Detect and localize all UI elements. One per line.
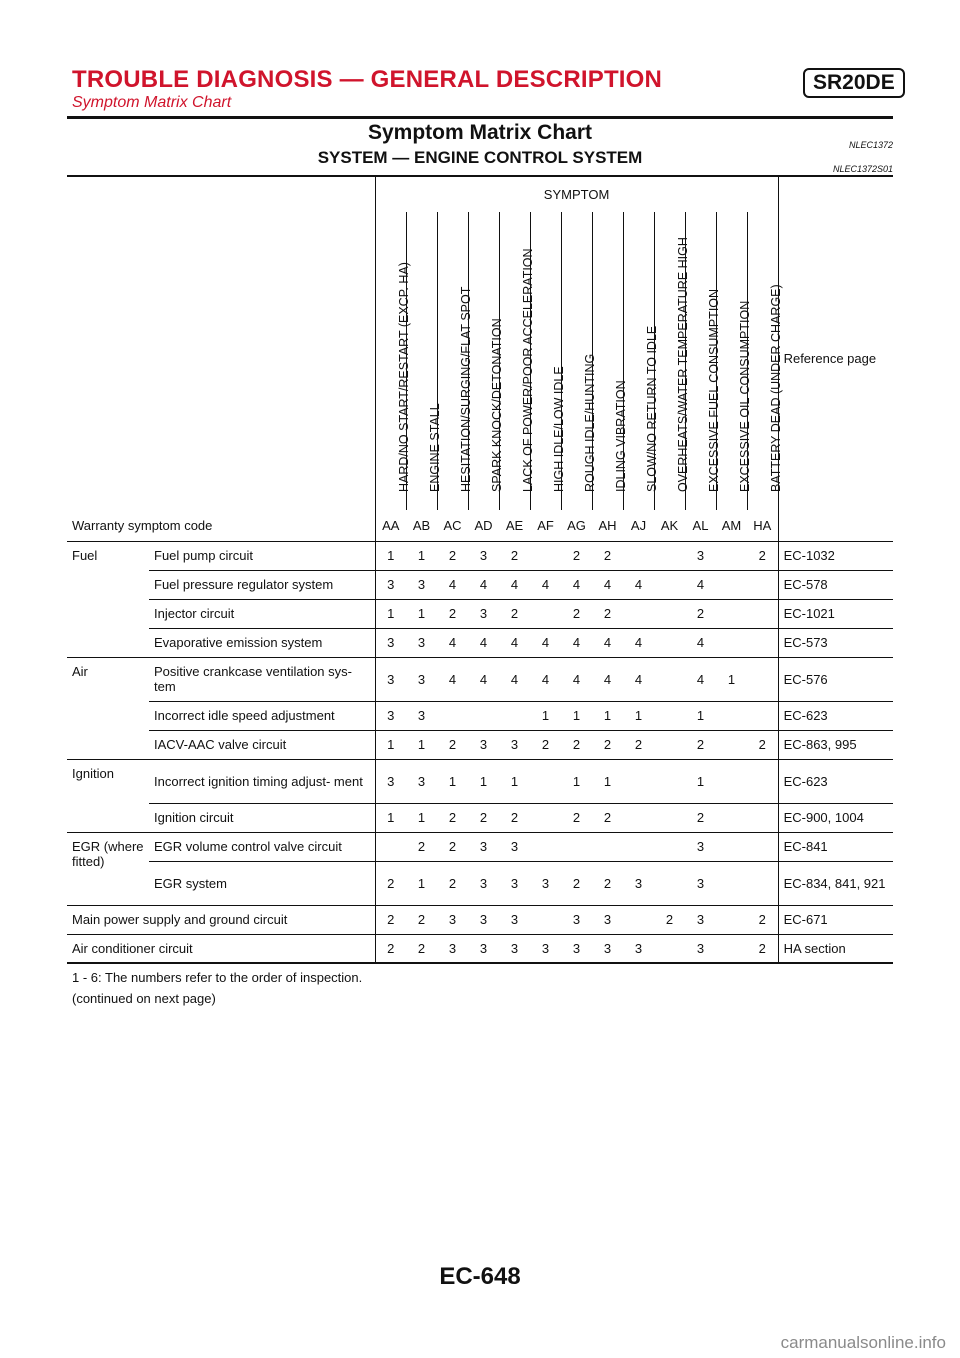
matrix-cell [716,570,747,599]
matrix-cell: 3 [499,730,530,759]
matrix-cell: 2 [592,541,623,570]
symptom-matrix-table [67,175,893,964]
matrix-cell: 4 [685,657,716,701]
matrix-cell: 2 [437,599,468,628]
matrix-cell: 1 [561,759,592,803]
row-group-label: Fuel [67,541,149,657]
matrix-cell: 3 [530,861,561,905]
warranty-code: AB [412,517,431,533]
matrix-cell: 2 [685,803,716,832]
reference-page: EC-576 [778,657,893,701]
matrix-cell: 3 [375,570,406,599]
matrix-cell: 3 [499,905,530,934]
table-row [67,832,893,861]
matrix-cell: 4 [499,628,530,657]
matrix-cell: 2 [747,730,778,759]
symptom-label: SPARK KNOCK/DETONATION [489,318,504,492]
matrix-cell: 1 [437,759,468,803]
page-number: EC-648 [439,1263,521,1290]
matrix-cell: 3 [468,730,499,759]
site-watermark: carmanualsonline.info [780,1333,946,1352]
matrix-cell [437,701,468,730]
symptom-header-row [67,176,893,212]
reference-page: EC-573 [778,628,893,657]
symptom-header: SYMPTOM [375,176,778,212]
matrix-cell: 2 [406,934,437,963]
matrix-cell: 3 [685,861,716,905]
matrix-cell: 3 [623,934,654,963]
matrix-cell: 3 [406,628,437,657]
matrix-cell: 3 [468,832,499,861]
matrix-cell: 2 [561,730,592,759]
matrix-cell [654,759,685,803]
symptom-column-header [654,212,690,510]
symptom-column-header [375,212,411,510]
matrix-cell [623,599,654,628]
matrix-cell: 3 [406,701,437,730]
matrix-cell [530,759,561,803]
running-header-title: TROUBLE DIAGNOSIS — GENERAL DESCRIPTION [72,66,663,93]
matrix-cell: 3 [375,759,406,803]
matrix-cell [716,628,747,657]
matrix-cell [654,599,685,628]
matrix-cell: 2 [592,599,623,628]
matrix-cell: 4 [623,657,654,701]
matrix-cell: 4 [530,570,561,599]
matrix-cell: 3 [561,905,592,934]
symptom-label: ENGINE STALL [427,403,442,492]
matrix-cell [747,803,778,832]
matrix-cell: 3 [499,861,530,905]
matrix-cell [716,730,747,759]
row-system-label: Air conditioner circuit [67,934,375,963]
document-title-code: NLEC1372 [848,140,893,150]
warranty-label: Warranty symptom code [72,517,213,533]
matrix-cell [530,803,561,832]
symptom-label: EXCESSIVE OIL CONSUMPTION [737,300,752,492]
table-row [67,861,893,905]
matrix-cell [716,905,747,934]
matrix-cell [747,701,778,730]
reference-page: EC-900, 1004 [778,803,893,832]
reference-page: HA section [778,934,893,963]
table-row [67,599,893,628]
running-header-subtitle: Symptom Matrix Chart [72,94,232,111]
matrix-cell [716,599,747,628]
reference-page: EC-671 [778,905,893,934]
reference-page: EC-623 [778,701,893,730]
row-group-label: Ignition [67,759,149,832]
matrix-cell [654,832,685,861]
matrix-cell [530,832,561,861]
matrix-cell: 4 [561,628,592,657]
row-group-label: EGR (where fitted) [67,832,149,905]
matrix-cell [716,861,747,905]
matrix-cell: 3 [561,934,592,963]
matrix-cell: 1 [375,541,406,570]
matrix-cell [654,803,685,832]
matrix-cell: 2 [747,905,778,934]
row-item-label: Injector circuit [149,599,375,628]
matrix-cell: 2 [468,803,499,832]
symptom-column-header [747,212,783,510]
matrix-cell: 4 [561,657,592,701]
warranty-code: AA [375,510,406,541]
matrix-cell: 2 [747,934,778,963]
matrix-cell: 3 [375,701,406,730]
warranty-code: AF [537,517,554,533]
symptom-label: OVERHEATS/WATER TEMPERATURE HIGH [675,237,690,492]
warranty-code: AK [660,517,679,533]
reference-page: EC-1021 [778,599,893,628]
document-subtitle-code: NLEC1372S01 [832,164,893,174]
matrix-cell: 4 [468,628,499,657]
reference-page: EC-623 [778,759,893,803]
footnote-inspection-order: 1 - 6: The numbers refer to the order of inspection. [72,970,363,985]
row-group-label: Air [67,657,149,759]
matrix-cell [530,905,561,934]
matrix-cell: 1 [592,701,623,730]
matrix-cell: 2 [499,803,530,832]
matrix-cell: 1 [406,803,437,832]
warranty-code: AG [567,517,586,533]
warranty-code: AD [474,517,493,533]
footnote-continued: (continued on next page) [72,991,216,1006]
matrix-cell: 1 [499,759,530,803]
warranty-code: AL [692,517,709,533]
matrix-cell: 2 [437,730,468,759]
matrix-cell: 4 [592,657,623,701]
matrix-cell: 3 [468,861,499,905]
warranty-code: AH [598,517,617,533]
matrix-cell: 3 [437,905,468,934]
table-row [67,628,893,657]
warranty-code: AJ [630,517,647,533]
matrix-cell: 1 [468,759,499,803]
matrix-cell: 2 [499,599,530,628]
row-item-label: Incorrect ignition timing adjust- ment [149,759,375,803]
matrix-cell: 4 [685,570,716,599]
matrix-cell: 3 [437,934,468,963]
matrix-cell [716,541,747,570]
matrix-cell: 2 [561,541,592,570]
matrix-cell: 2 [592,803,623,832]
matrix-cell: 3 [530,934,561,963]
matrix-cell: 4 [468,570,499,599]
matrix-cell: 2 [499,541,530,570]
matrix-cell [623,759,654,803]
matrix-cell [561,832,592,861]
matrix-cell: 2 [406,832,437,861]
matrix-cell: 3 [375,628,406,657]
matrix-cell [530,541,561,570]
row-system-label: Main power supply and ground circuit [67,905,375,934]
matrix-cell [716,759,747,803]
symptom-column-header [437,212,473,510]
table-row [67,905,893,934]
matrix-cell: 4 [685,628,716,657]
matrix-cell: 2 [685,599,716,628]
matrix-cell [747,599,778,628]
matrix-cell: 1 [406,730,437,759]
blank-header-cell [67,176,375,510]
matrix-cell [716,701,747,730]
matrix-cell: 4 [437,628,468,657]
matrix-cell: 4 [561,570,592,599]
matrix-cell [623,905,654,934]
matrix-cell: 1 [530,701,561,730]
symptom-column-header [623,212,659,510]
matrix-cell: 4 [499,657,530,701]
matrix-cell: 2 [530,730,561,759]
matrix-cell [716,934,747,963]
matrix-cell [654,730,685,759]
row-item-label: Evaporative emission system [149,628,375,657]
matrix-cell: 1 [685,759,716,803]
matrix-cell: 1 [561,701,592,730]
matrix-cell: 2 [375,934,406,963]
matrix-cell: 3 [685,832,716,861]
symptom-label: IDLING VIBRATION [613,380,628,492]
matrix-cell: 2 [406,905,437,934]
reference-page: EC-834, 841, 921 [778,861,893,905]
matrix-cell: 4 [437,657,468,701]
matrix-cell [654,934,685,963]
matrix-cell: 3 [468,905,499,934]
matrix-cell [623,803,654,832]
matrix-cell: 2 [654,905,685,934]
symptom-column-header [685,212,721,510]
matrix-cell: 2 [437,541,468,570]
matrix-cell: 3 [685,541,716,570]
matrix-cell: 2 [685,730,716,759]
matrix-cell: 2 [375,905,406,934]
matrix-cell: 1 [623,701,654,730]
symptom-label: ROUGH IDLE/HUNTING [582,353,597,492]
matrix-cell [530,599,561,628]
warranty-code: AM [721,517,742,533]
matrix-cell: 1 [406,541,437,570]
matrix-cell [747,628,778,657]
matrix-cell: 1 [716,657,747,701]
matrix-cell [747,570,778,599]
matrix-cell: 2 [437,832,468,861]
matrix-cell: 2 [592,730,623,759]
symptom-column-header [716,212,752,510]
matrix-cell: 1 [406,861,437,905]
row-item-label: Ignition circuit [149,803,375,832]
matrix-cell: 1 [685,701,716,730]
reference-page: EC-1032 [778,541,893,570]
table-row [67,759,893,803]
matrix-cell [654,628,685,657]
table-row [67,701,893,730]
matrix-cell: 2 [437,803,468,832]
matrix-cell: 3 [468,541,499,570]
matrix-cell [375,832,406,861]
symptom-column-header [530,212,566,510]
matrix-cell: 1 [375,599,406,628]
matrix-cell: 4 [530,628,561,657]
matrix-cell: 3 [468,934,499,963]
matrix-cell: 2 [592,861,623,905]
symptom-column-header [468,212,504,510]
row-item-label: Incorrect idle speed adjustment [149,701,375,730]
matrix-cell: 3 [406,657,437,701]
row-item-label: EGR system [149,861,375,905]
warranty-code-row [67,510,893,541]
matrix-cell [623,541,654,570]
matrix-cell [468,701,499,730]
symptom-column-header [561,212,597,510]
matrix-cell: 3 [375,657,406,701]
matrix-cell: 4 [468,657,499,701]
matrix-cell: 3 [468,599,499,628]
matrix-cell: 3 [406,570,437,599]
matrix-cell [747,657,778,701]
matrix-cell: 1 [375,803,406,832]
symptom-label: SLOW/NO RETURN TO IDLE [644,325,659,492]
matrix-cell [499,701,530,730]
matrix-cell: 3 [592,905,623,934]
matrix-cell: 3 [499,934,530,963]
matrix-cell: 2 [561,803,592,832]
symptom-column-header [406,212,442,510]
symptom-column-header [592,212,628,510]
matrix-cell [654,861,685,905]
matrix-cell: 4 [623,628,654,657]
matrix-cell: 3 [685,905,716,934]
row-item-label: IACV-AAC valve circuit [149,730,375,759]
engine-code-badge: SR20DE [803,68,905,98]
matrix-cell [654,657,685,701]
matrix-cell: 4 [530,657,561,701]
table-row [67,570,893,599]
table-row [67,803,893,832]
matrix-cell [592,832,623,861]
matrix-cell: 3 [685,934,716,963]
row-item-label: Fuel pump circuit [149,541,375,570]
table-row [67,730,893,759]
matrix-cell [654,570,685,599]
matrix-cell [747,759,778,803]
table-row [67,657,893,701]
row-item-label: Positive crankcase ventilation sys- tem [149,657,375,701]
symptom-label: HIGH IDLE/LOW IDLE [551,366,566,492]
warranty-code: HA [753,517,772,533]
matrix-cell: 3 [499,832,530,861]
reference-header: Reference page [778,176,893,541]
symptom-label: LACK OF POWER/POOR ACCELERATION [520,248,535,492]
warranty-code: AE [505,517,524,533]
matrix-cell: 4 [592,628,623,657]
matrix-cell: 2 [561,599,592,628]
table-row [67,934,893,963]
symptom-label: EXCESSIVE FUEL CONSUMPTION [706,288,721,492]
matrix-cell [654,701,685,730]
matrix-cell: 2 [561,861,592,905]
matrix-cell [716,832,747,861]
header-rule [67,116,893,119]
matrix-cell [747,861,778,905]
matrix-cell: 3 [406,759,437,803]
matrix-cell: 3 [623,861,654,905]
matrix-cell: 4 [437,570,468,599]
table-row [67,541,893,570]
matrix-cell: 1 [406,599,437,628]
matrix-cell: 4 [499,570,530,599]
matrix-cell: 1 [592,759,623,803]
warranty-code: AC [443,517,462,533]
matrix-cell: 1 [375,730,406,759]
matrix-cell [654,541,685,570]
matrix-cell: 4 [592,570,623,599]
symptom-label: BATTERY DEAD (UNDER CHARGE) [768,284,783,492]
matrix-cell: 3 [592,934,623,963]
symptom-label: HESITATION/SURGING/FLAT SPOT [458,286,473,492]
reference-page: EC-578 [778,570,893,599]
document-title: Symptom Matrix Chart [367,121,593,144]
symptom-label: HARD/NO START/RESTART (EXCP. HA) [396,262,411,492]
matrix-cell: 2 [623,730,654,759]
matrix-cell: 2 [437,861,468,905]
row-item-label: EGR volume control valve circuit [149,832,375,861]
matrix-cell: 2 [747,541,778,570]
document-subtitle: SYSTEM — ENGINE CONTROL SYSTEM [317,148,643,167]
matrix-cell [716,803,747,832]
matrix-cell [623,832,654,861]
symptom-column-header [499,212,535,510]
matrix-cell [747,832,778,861]
reference-page: EC-841 [778,832,893,861]
reference-page: EC-863, 995 [778,730,893,759]
row-item-label: Fuel pressure regulator system [149,570,375,599]
matrix-cell: 2 [375,861,406,905]
matrix-cell: 4 [623,570,654,599]
